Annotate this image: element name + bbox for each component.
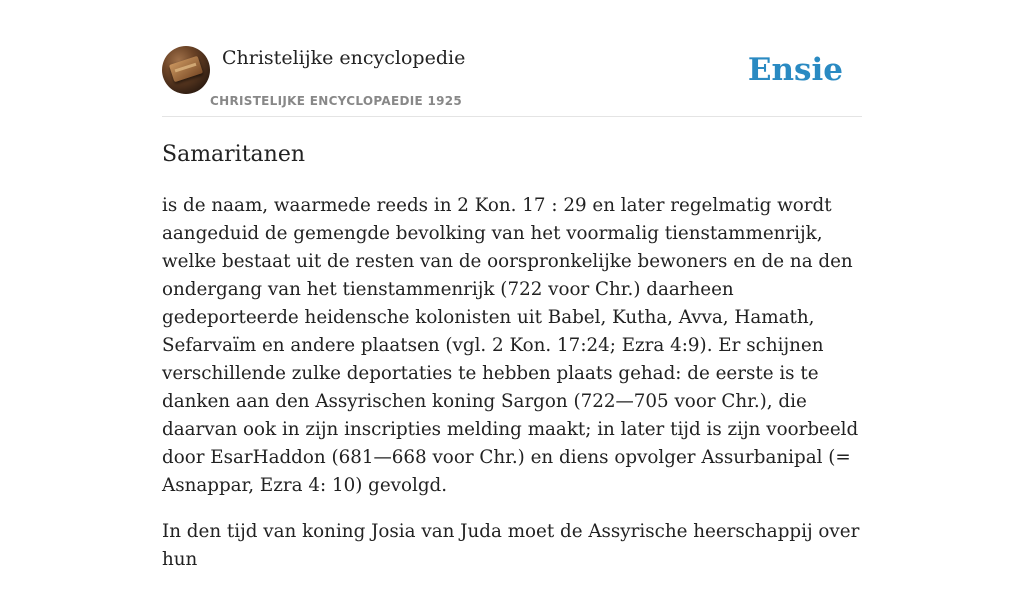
- article-paragraph: is de naam, waarmede reeds in 2 Kon. 17 : 29 en later regelmatig wordt aangeduid de gemengde bevolking van het voormalig tienstammenrijk, welke bestaat uit de resten van de oorspronkelijke bewoners en de na den ondergang van het tienstammenrijk (722 voor Chr.) daarheen gedeporteerde heidensche kolonisten uit Babel, Kutha, Avva, Hamath, Sefarvaïm en andere plaatsen (vgl. 2 Kon. 17:24; Ezra 4:9). Er schijnen verschillende zulke deportaties te hebben plaats gehad: de eerste is te danken aan den Assyrischen koning Sargon (722—705 voor Chr.), die daarvan ook in zijn inscripties melding maakt; in later tijd is zijn voorbeeld door EsarHaddon (681—668 voor Chr.) en diens opvolger Assurbanipal (= Asnappar, Ezra 4: 10) gevolgd.: [162, 195, 859, 496]
- brand-logo-link[interactable]: Ensie: [747, 52, 843, 88]
- book-shape: [169, 56, 203, 82]
- article-title: Samaritanen: [162, 142, 306, 167]
- site-subtitle: CHRISTELIJKE ENCYCLOPAEDIE 1925: [210, 94, 463, 108]
- site-header: [162, 46, 862, 117]
- article-body: [162, 192, 862, 592]
- article-paragraph: In den tijd van koning Josia van Juda moet de Assyrische heerschappij over hun: [162, 521, 860, 570]
- book-avatar-icon[interactable]: [162, 46, 210, 94]
- site-title-link[interactable]: Christelijke encyclopedie: [222, 47, 466, 69]
